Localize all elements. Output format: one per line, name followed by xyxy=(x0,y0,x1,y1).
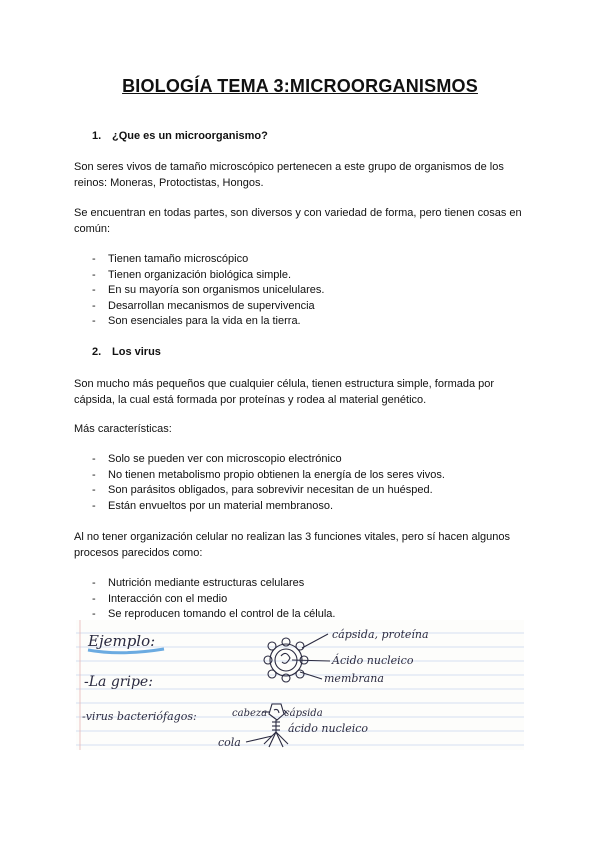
handwritten-notes-image xyxy=(76,620,524,750)
handwritten-virus-bacteriofagos: -virus bacteriófagos: xyxy=(82,710,197,723)
section-2-title: Los virus xyxy=(112,346,161,358)
section-2-number: 2. xyxy=(92,346,102,358)
section-2-paragraph-2: Más características: xyxy=(74,423,172,435)
section-1-list-item: - Tienen organización biológica simple. xyxy=(92,268,324,284)
section-2-list-2-item: - Interacción con el medio xyxy=(92,592,335,608)
handwritten-cabeza: cabeza xyxy=(232,708,268,719)
handwritten-gripe: -La gripe: xyxy=(84,674,153,690)
section-2-paragraph-3: Al no tener organización celular no realizan las 3 funciones vitales, pero sí hacen algunos procesos parecidos como: xyxy=(74,531,510,559)
section-1-heading xyxy=(92,130,268,142)
page-title: BIOLOGÍA TEMA 3:MICROORGANISMOS xyxy=(122,76,478,96)
handwritten-acido-nucleico-1: Ácido nucleico xyxy=(332,654,414,667)
section-2-list-item: - Son parásitos obligados, para sobrevivir necesitan de un huésped. xyxy=(92,483,445,499)
section-2-list-2 xyxy=(92,576,335,623)
section-2-list-item: - No tienen metabolismo propio obtienen la energía de los seres vivos. xyxy=(92,468,445,484)
section-1-list-item: - Son esenciales para la vida en la tierra. xyxy=(92,314,324,330)
handwritten-membrana: membrana xyxy=(324,672,384,685)
section-2-paragraph-1: Son mucho más pequeños que cualquier célula, tienen estructura simple, formada por cápsida, la cual está formada por proteínas y rodea al material genético. xyxy=(74,378,495,406)
section-1-paragraph-2: Se encuentran en todas partes, son diversos y con variedad de forma, pero tienen cosas en común: xyxy=(74,207,522,235)
handwritten-ejemplo: Ejemplo: xyxy=(88,632,156,650)
handwritten-acido-nucleico-2: ácido nucleico xyxy=(288,722,369,735)
section-1-number: 1. xyxy=(92,130,102,142)
section-2-list-2-item: - Se reproducen tomando el control de la célula. xyxy=(92,607,335,623)
section-1-list-item: - Desarrollan mecanismos de supervivencia xyxy=(92,299,324,315)
section-2-heading xyxy=(92,346,161,358)
section-1-list xyxy=(92,252,324,330)
section-1-list-item: - Tienen tamaño microscópico xyxy=(92,252,324,268)
handwritten-capsida: cápsida xyxy=(284,708,323,719)
section-2-list-item: - Están envueltos por un material membranoso. xyxy=(92,499,445,515)
section-1-title: ¿Que es un microorganismo? xyxy=(112,130,268,142)
handwritten-capsida-proteina: cápsida, proteína xyxy=(332,628,429,641)
section-1-list-item: - En su mayoría son organismos unicelulares. xyxy=(92,283,324,299)
section-2-list xyxy=(92,452,445,514)
section-2-list-item: - Solo se pueden ver con microscopio electrónico xyxy=(92,452,445,468)
section-1-paragraph-1: Son seres vivos de tamaño microscópico pertenecen a este grupo de organismos de los reinos: Moneras, Protoctistas, Hongos. xyxy=(74,161,504,189)
handwritten-cola: cola xyxy=(218,736,241,749)
section-2-list-2-item: - Nutrición mediante estructuras celulares xyxy=(92,576,335,592)
